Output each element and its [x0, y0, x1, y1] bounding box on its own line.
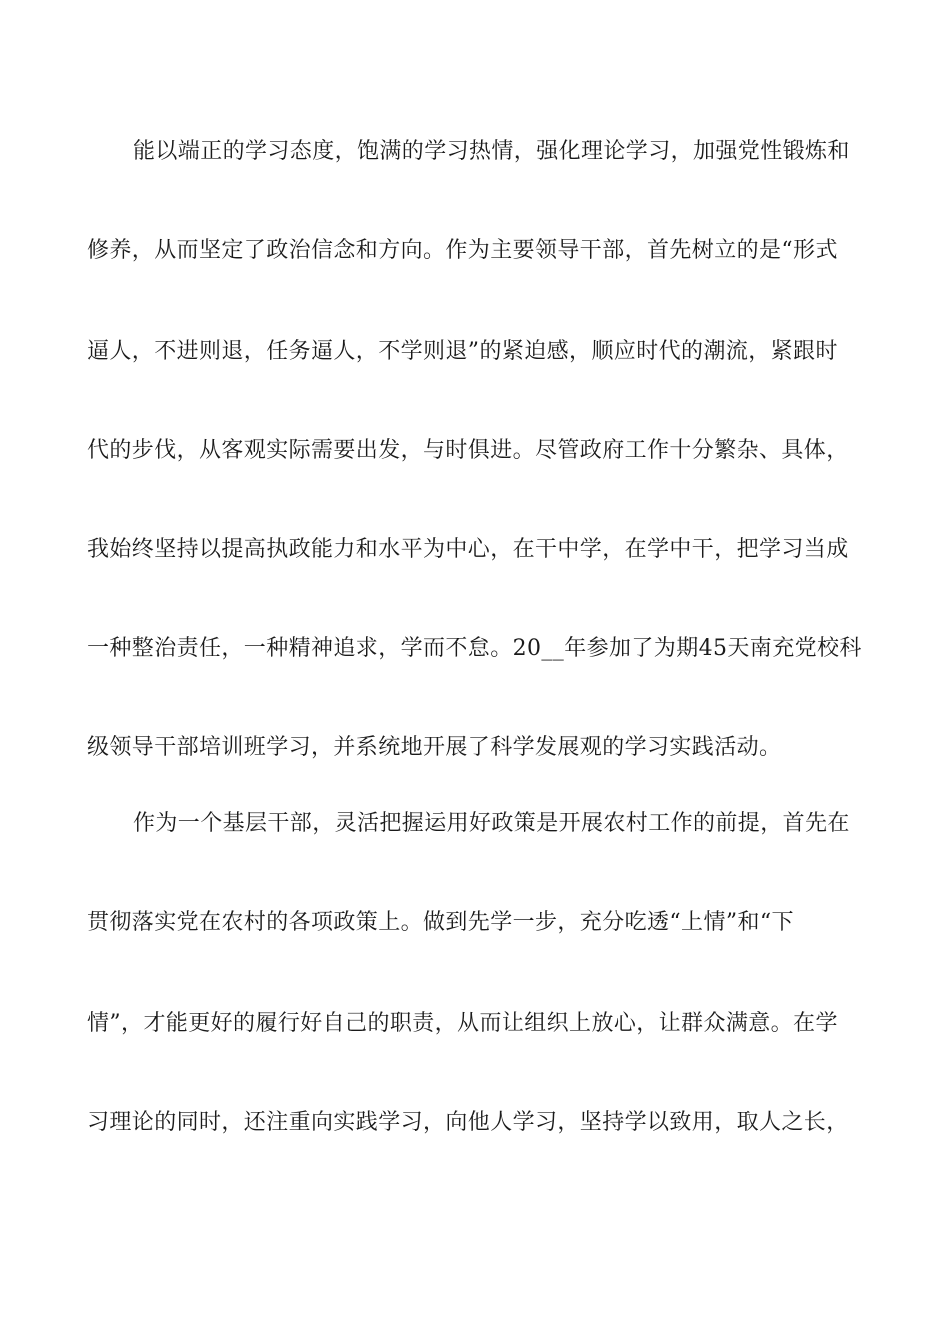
paragraph-1-line-7: 级领导干部培训班学习，并系统地开展了科学发展观的学习实践活动。: [87, 735, 782, 760]
paragraph-1-line-6: 一种整治责任，一种精神追求，学而不怠。20__年参加了为期45天南充党校科: [87, 636, 862, 661]
paragraph-2-line-2: 贯彻落实党在农村的各项政策上。做到先学一步，充分吃透“上情”和“下: [87, 910, 794, 935]
paragraph-1-line-4: 代的步伐，从客观实际需要出发，与时俱进。尽管政府工作十分繁杂、具体，: [87, 438, 849, 463]
paragraph-1-line-5: 我始终坚持以提高执政能力和水平为中心，在干中学，在学中干，把学习当成: [87, 537, 849, 562]
paragraph-2-line-4: 习理论的同时，还注重向实践学习，向他人学习，坚持学以致用，取人之长，: [87, 1110, 849, 1135]
paragraph-2-line-3: 情”，才能更好的履行好自己的职责，从而让组织上放心，让群众满意。在学: [87, 1011, 838, 1036]
paragraph-1-line-2: 修养，从而坚定了政治信念和方向。作为主要领导干部，首先树立的是“形式: [87, 238, 838, 263]
paragraph-2-line-1: 作为一个基层干部，灵活把握运用好政策是开展农村工作的前提，首先在: [133, 811, 850, 836]
paragraph-1-line-3: 逼人，不进则退，任务逼人，不学则退”的紧迫感，顺应时代的潮流，紧跟时: [87, 339, 838, 364]
paragraph-1-line-1: 能以端正的学习态度，饱满的学习热情，强化理论学习，加强党性锻炼和: [133, 139, 850, 164]
